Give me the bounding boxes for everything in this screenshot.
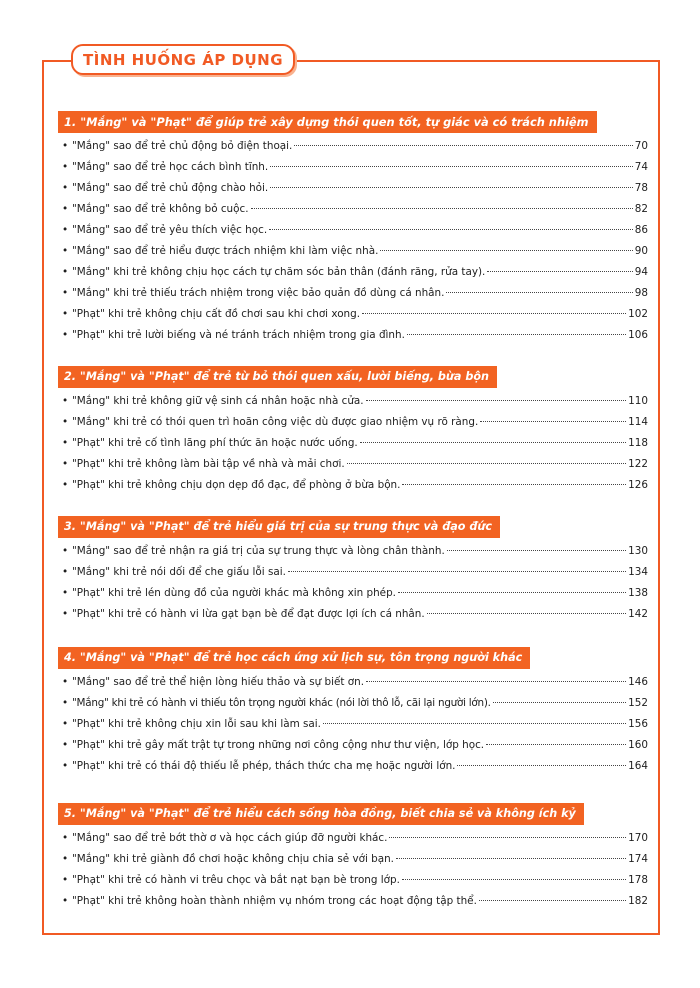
dot-leader — [446, 292, 632, 293]
entry-text: "Mắng" sao để trẻ hiểu được trách nhiệm khi làm việc nhà. — [72, 245, 379, 257]
dot-leader — [270, 187, 633, 188]
dot-leader — [380, 250, 632, 251]
bullet-icon: • — [62, 608, 69, 620]
bullet-icon: • — [62, 697, 69, 709]
toc-entry[interactable] — [58, 224, 648, 245]
page-number: 86 — [634, 224, 648, 236]
entry-text: "Phạt" khi trẻ có hành vi trêu chọc và bắt nạt bạn bè trong lớp. — [72, 874, 400, 886]
bullet-icon: • — [62, 718, 69, 730]
section-items — [58, 832, 648, 916]
dot-leader — [347, 463, 627, 464]
entry-text: "Phạt" khi trẻ có hành vi lừa gạt bạn bè để đạt được lợi ích cá nhân. — [72, 608, 425, 620]
entry-text: "Mắng" sao để trẻ không bỏ cuộc. — [72, 203, 249, 215]
page-number: 106 — [628, 329, 648, 341]
dot-leader — [427, 613, 626, 614]
page-number: 182 — [628, 895, 648, 907]
dot-leader — [323, 723, 626, 724]
page-number: 122 — [628, 458, 648, 470]
entry-text: "Mắng" khi trẻ giành đồ chơi hoặc không chịu chia sẻ với bạn. — [72, 853, 394, 865]
toc-entry[interactable] — [58, 266, 648, 287]
dot-leader — [360, 442, 626, 443]
dot-leader — [402, 484, 626, 485]
page-number: 82 — [634, 203, 648, 215]
section-items — [58, 395, 648, 500]
dot-leader — [366, 400, 627, 401]
bullet-icon: • — [62, 245, 69, 257]
entry-text: "Mắng" sao để trẻ chủ động chào hỏi. — [72, 182, 269, 194]
toc-entry[interactable] — [58, 545, 648, 566]
entry-text: "Mắng" khi trẻ có thói quen trì hoãn công việc dù được giao nhiệm vụ rõ ràng. — [72, 416, 479, 428]
bullet-icon: • — [62, 161, 69, 173]
dot-leader — [366, 681, 626, 682]
toc-entry[interactable] — [58, 479, 648, 500]
bullet-icon: • — [62, 287, 69, 299]
bullet-icon: • — [62, 545, 69, 557]
bullet-icon: • — [62, 266, 69, 278]
entry-text: "Phạt" khi trẻ lười biếng và né tránh trách nhiệm trong gia đình. — [72, 329, 405, 341]
page-number: 70 — [634, 140, 648, 152]
dot-leader — [447, 550, 626, 551]
page-number: 90 — [634, 245, 648, 257]
dot-leader — [487, 271, 632, 272]
entry-text: "Phạt" khi trẻ không chịu dọn dẹp đồ đạc, để phòng ở bừa bộn. — [72, 479, 401, 491]
entry-text: "Mắng" sao để trẻ nhận ra giá trị của sự trung thực và lòng chân thành. — [72, 545, 445, 557]
page-number: 160 — [628, 739, 648, 751]
bullet-icon: • — [62, 140, 69, 152]
bullet-icon: • — [62, 895, 69, 907]
entry-text: "Phạt" khi trẻ không chịu cất đồ chơi sau khi chơi xong. — [72, 308, 361, 320]
page-number: 102 — [628, 308, 648, 320]
section-4 — [58, 646, 648, 781]
toc-entry[interactable] — [58, 676, 648, 697]
section-heading: 5. "Mắng" và "Phạt" để trẻ hiểu cách sống hòa đồng, biết chia sẻ và không ích kỷ — [58, 803, 584, 825]
page-number: 74 — [634, 161, 648, 173]
page-number: 118 — [628, 437, 648, 449]
toc-entry[interactable] — [58, 760, 648, 781]
dot-leader — [479, 900, 626, 901]
page-number: 126 — [628, 479, 648, 491]
bullet-icon: • — [62, 479, 69, 491]
entry-text: "Phạt" khi trẻ cố tình lãng phí thức ăn hoặc nước uống. — [72, 437, 358, 449]
toc-entry[interactable] — [58, 566, 648, 587]
bullet-icon: • — [62, 224, 69, 236]
page-number: 134 — [628, 566, 648, 578]
bullet-icon: • — [62, 832, 69, 844]
bullet-icon: • — [62, 416, 69, 428]
page-number: 146 — [628, 676, 648, 688]
entry-text: "Mắng" khi trẻ có hành vi thiếu tôn trọng người khác (nói lời thô lỗ, cãi lại người lớn). — [72, 697, 491, 709]
entry-text: "Mắng" khi trẻ thiếu trách nhiệm trong việc bảo quản đồ dùng cá nhân. — [72, 287, 445, 299]
toc-entry[interactable] — [58, 287, 648, 308]
page-number: 152 — [628, 697, 648, 709]
dot-leader — [402, 879, 626, 880]
bullet-icon: • — [62, 458, 69, 470]
section-heading: 4. "Mắng" và "Phạt" để trẻ học cách ứng xử lịch sự, tôn trọng người khác — [58, 647, 530, 669]
page-number: 114 — [628, 416, 648, 428]
bullet-icon: • — [62, 874, 69, 886]
page-number: 98 — [634, 287, 648, 299]
toc-entry[interactable] — [58, 245, 648, 266]
entry-text: "Mắng" sao để trẻ yêu thích việc học. — [72, 224, 268, 236]
page-number: 138 — [628, 587, 648, 599]
dot-leader — [269, 229, 633, 230]
dot-leader — [480, 421, 626, 422]
page-number: 156 — [628, 718, 648, 730]
section-items — [58, 140, 648, 350]
toc-entry[interactable] — [58, 140, 648, 161]
entry-text: "Phạt" khi trẻ không làm bài tập về nhà và mải chơi. — [72, 458, 345, 470]
entry-text: "Mắng" sao để trẻ thể hiện lòng hiếu thảo và sự biết ơn. — [72, 676, 365, 688]
section-heading: 2. "Mắng" và "Phạt" để trẻ từ bỏ thói quen xấu, lười biếng, bừa bộn — [58, 366, 497, 388]
toc-entry[interactable] — [58, 395, 648, 416]
bullet-icon: • — [62, 853, 69, 865]
section-2 — [58, 365, 648, 500]
bullet-icon: • — [62, 587, 69, 599]
dot-leader — [251, 208, 633, 209]
toc-entry[interactable] — [58, 853, 648, 874]
toc-entry[interactable] — [58, 161, 648, 182]
page-number: 174 — [628, 853, 648, 865]
page-number: 130 — [628, 545, 648, 557]
entry-text: "Phạt" khi trẻ không chịu xin lỗi sau khi làm sai. — [72, 718, 321, 730]
entry-text: "Mắng" khi trẻ không chịu học cách tự chăm sóc bản thân (đánh răng, rửa tay). — [72, 266, 486, 278]
page-title: TÌNH HUỐNG ÁP DỤNG — [71, 44, 295, 75]
section-5 — [58, 802, 648, 916]
toc-entry[interactable] — [58, 437, 648, 458]
entry-text: "Phạt" khi trẻ lén dùng đồ của người khác mà không xin phép. — [72, 587, 396, 599]
bullet-icon: • — [62, 329, 69, 341]
toc-entry[interactable] — [58, 608, 648, 629]
dot-leader — [398, 592, 626, 593]
section-3 — [58, 515, 648, 629]
toc-entry[interactable] — [58, 416, 648, 437]
bullet-icon: • — [62, 203, 69, 215]
toc-entry[interactable] — [58, 697, 648, 718]
entry-text: "Mắng" khi trẻ không giữ vệ sinh cá nhân hoặc nhà cửa. — [72, 395, 364, 407]
section-heading: 3. "Mắng" và "Phạt" để trẻ hiểu giá trị của sự trung thực và đạo đức — [58, 516, 500, 538]
bullet-icon: • — [62, 760, 69, 772]
toc-entry[interactable] — [58, 329, 648, 350]
bullet-icon: • — [62, 676, 69, 688]
page-number: 178 — [628, 874, 648, 886]
toc-entry[interactable] — [58, 739, 648, 760]
entry-text: "Mắng" sao để trẻ học cách bình tĩnh. — [72, 161, 269, 173]
bullet-icon: • — [62, 437, 69, 449]
dot-leader — [362, 313, 626, 314]
dot-leader — [288, 571, 626, 572]
entry-text: "Phạt" khi trẻ không hoàn thành nhiệm vụ nhóm trong các hoạt động tập thể. — [72, 895, 477, 907]
dot-leader — [486, 744, 626, 745]
toc-entry[interactable] — [58, 718, 648, 739]
bullet-icon: • — [62, 739, 69, 751]
page-number: 110 — [628, 395, 648, 407]
page-number: 94 — [634, 266, 648, 278]
toc-entry[interactable] — [58, 203, 648, 224]
bullet-icon: • — [62, 308, 69, 320]
bullet-icon: • — [62, 182, 69, 194]
bullet-icon: • — [62, 566, 69, 578]
entry-text: "Mắng" sao để trẻ chủ động bỏ điện thoại. — [72, 140, 293, 152]
toc-entry[interactable] — [58, 308, 648, 329]
page-number: 170 — [628, 832, 648, 844]
toc-entry[interactable] — [58, 832, 648, 853]
bullet-icon: • — [62, 395, 69, 407]
page-number: 142 — [628, 608, 648, 620]
dot-leader — [457, 765, 626, 766]
dot-leader — [396, 858, 626, 859]
toc-entry[interactable] — [58, 895, 648, 916]
section-heading: 1. "Mắng" và "Phạt" để giúp trẻ xây dựng thói quen tốt, tự giác và có trách nhiệm — [58, 111, 597, 133]
dot-leader — [407, 334, 626, 335]
toc-entry[interactable] — [58, 458, 648, 479]
page-number: 164 — [628, 760, 648, 772]
entry-text: "Phạt" khi trẻ có thái độ thiếu lễ phép, thách thức cha mẹ hoặc người lớn. — [72, 760, 456, 772]
dot-leader — [389, 837, 626, 838]
section-1 — [58, 111, 648, 350]
page-number: 78 — [634, 182, 648, 194]
entry-text: "Phạt" khi trẻ gây mất trật tự trong những nơi công cộng như thư viện, lớp học. — [72, 739, 485, 751]
entry-text: "Mắng" sao để trẻ bớt thờ ơ và học cách giúp đỡ người khác. — [72, 832, 388, 844]
dot-leader — [493, 702, 626, 703]
dot-leader — [270, 166, 633, 167]
section-items — [58, 676, 648, 781]
entry-text: "Mắng" khi trẻ nói dối để che giấu lỗi sai. — [72, 566, 286, 578]
toc-entry[interactable] — [58, 587, 648, 608]
toc-entry[interactable] — [58, 182, 648, 203]
dot-leader — [294, 145, 632, 146]
section-items — [58, 545, 648, 629]
toc-entry[interactable] — [58, 874, 648, 895]
